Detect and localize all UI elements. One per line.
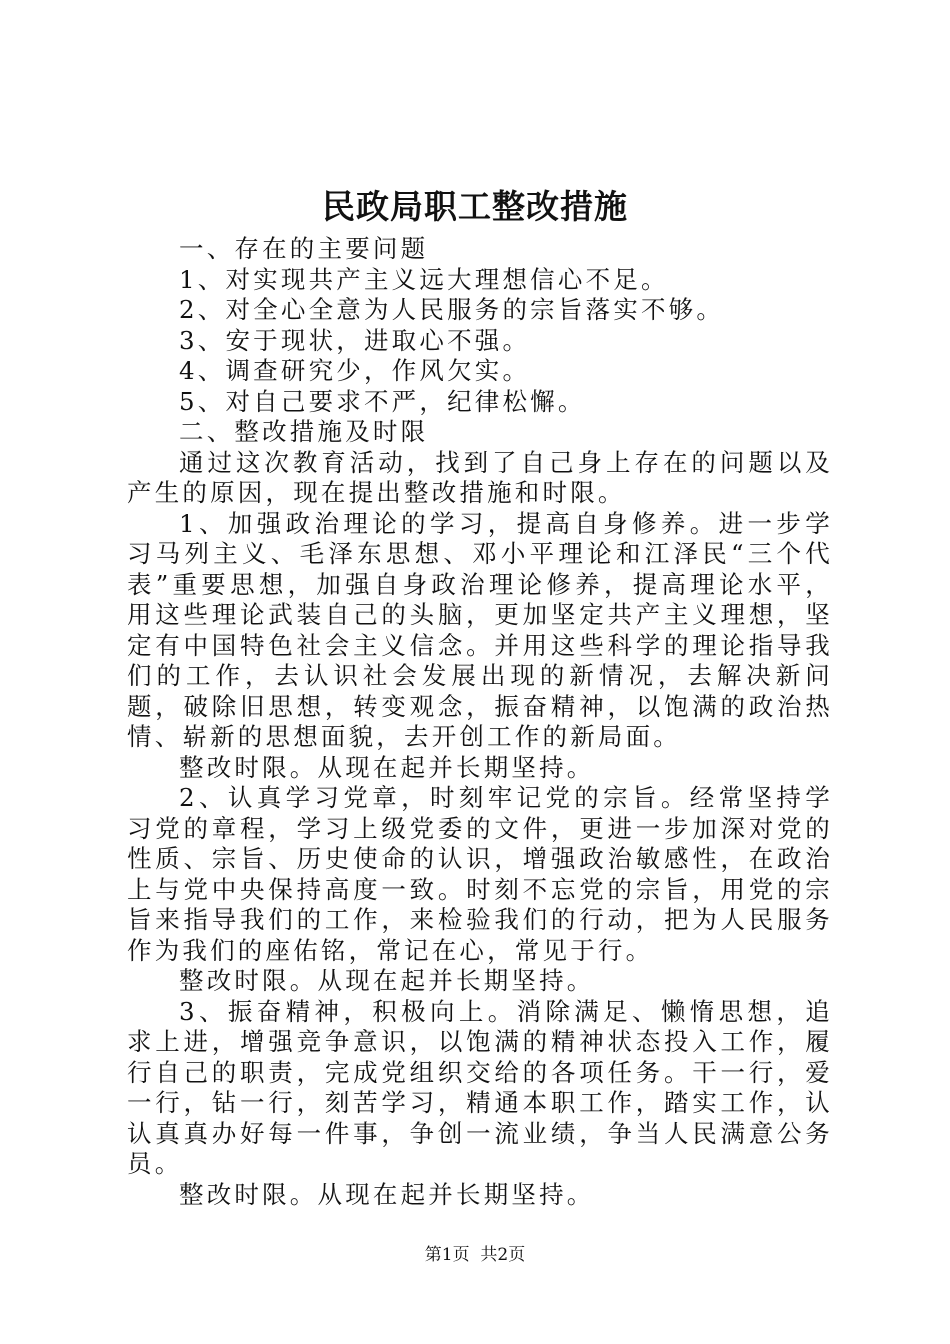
problem-item: 2、对全心全意为人民服务的宗旨落实不够。 <box>179 295 725 324</box>
measure-paragraph: 2、认真学习党章，时刻牢记党的宗旨。经常坚持学习党的章程，学习上级党委的文件，更进一步加深对党的性质、宗旨、历史使命的认识，增强政治敏感性，在政治上与党中央保持高度一致。时刻不忘党的宗旨，用党的宗旨来指导我们的工作，来检验我们的行动，把为人民服务作为我们的座佑铭，常记在心，常见于行。 <box>127 783 833 965</box>
document-title: 民政局职工整改措施 <box>322 187 628 226</box>
measure-paragraph: 1、加强政治理论的学习，提高自身修养。进一步学习马列主义、毛泽东思想、邓小平理论和江泽民“三个代表”重要思想，加强自身政治理论修养，提高理论水平，用这些理论武装自己的头脑，更加坚定共产主义理想，坚定有中国特色社会主义信念。并用这些科学的理论指导我们的工作，去认识社会发展出现的新情况，去解决新问题，破除旧思想，转变观念，振奋精神，以饱满的政治热情、崭新的思想面貌，去开创工作的新局面。 <box>127 508 833 751</box>
problem-item: 5、对自己要求不严，纪律松懈。 <box>179 386 586 416</box>
measure-paragraph: 3、振奋精神，积极向上。消除满足、懒惰思想，追求上进，增强竞争意识，以饱满的精神状态投入工作，履行自己的职责，完成党组织交给的各项任务。干一行，爱一行，钻一行，刻苦学习，精通本职工作，踏实工作，认认真真办好每一件事，争创一流业绩，争当人民满意公务员。 <box>127 996 833 1178</box>
problem-item: 3、安于现状，进取心不强。 <box>179 325 531 355</box>
intro-paragraph: 通过这次教育活动，找到了自己身上存在的问题以及产生的原因，现在提出整改措施和时限。 <box>127 447 833 507</box>
document-body <box>127 234 833 1210</box>
section-heading-problems: 一、存在的主要问题 <box>179 234 429 263</box>
deadline-line: 整改时限。从现在起并长期坚持。 <box>179 1179 595 1209</box>
page-footer: 第1页 共2页 <box>424 1245 526 1265</box>
problem-item: 4、调查研究少，作风欠实。 <box>179 356 531 385</box>
deadline-line: 整改时限。从现在起并长期坚持。 <box>179 966 595 995</box>
section-heading-measures: 二、整改措施及时限 <box>179 417 429 446</box>
deadline-line: 整改时限。从现在起并长期坚持。 <box>179 752 595 782</box>
problem-item: 1、对实现共产主义远大理想信心不足。 <box>179 264 669 294</box>
